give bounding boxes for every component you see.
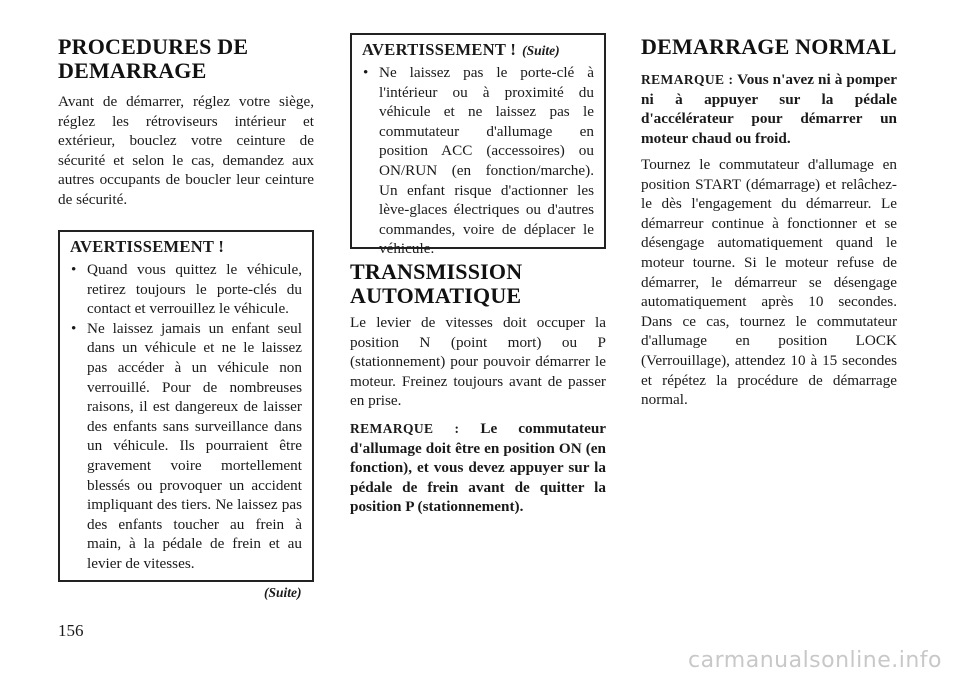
intro-paragraph: Avant de démarrer, réglez votre siège, réglez les rétroviseurs intérieur et extérieur, bouclez votre ceinture de sécurité et selon le cas, demandez aux autres occupants de boucler leur ceinture de sécurité. xyxy=(58,93,314,208)
section-heading-demarrage-normal: DEMARRAGE NORMAL xyxy=(641,34,897,59)
remark-paragraph: REMARQUE : Vous n'avez ni à pomper ni à appuyer sur la pédale d'accélérateur pour démarrer un moteur chaud ou froid. xyxy=(641,71,897,147)
warning-title-continued: AVERTISSEMENT ! (Suite) xyxy=(362,40,560,59)
warning-list xyxy=(70,260,302,574)
page-number: 156 xyxy=(58,621,84,640)
transmission-paragraph: Le levier de vitesses doit occuper la position N (point mort) ou P (stationnement) pour pouvoir démarrer le moteur. Freinez toujours avant de passer en prise. xyxy=(350,314,606,410)
section-heading-transmission: TRANSMISSION AUTOMATIQUE xyxy=(350,259,523,308)
warning-list xyxy=(362,63,594,259)
continued-note: (Suite) xyxy=(522,43,560,58)
warning-box-1 xyxy=(58,230,314,582)
section-heading-demarrage: PROCEDURES DE DEMARRAGE xyxy=(58,34,249,83)
warning-box-2 xyxy=(350,33,606,258)
warning-item: • Quand vous quittez le véhicule, retirez toujours le porte-clés du contact et verrouillez le véhicule. xyxy=(71,261,302,318)
remark-paragraph: REMARQUE : Le commutateur d'allumage doit être en position ON (en fonction), et vous devez appuyer sur la pédale de frein avant de quitter la position P (stationnement). xyxy=(350,420,607,516)
watermark-logo: carmanualsonline.info xyxy=(688,648,942,673)
warning-title: AVERTISSEMENT ! xyxy=(70,237,225,256)
warning-item: • Ne laissez pas le porte-clé à l'intérieur ou à proximité du véhicule et ne laissez pas le commutateur d'allumage en position ACC (accessoires) ou ON/RUN (en fonction/marche). Un enfant risque d'actionner les lève-glaces électriques ou d'autres commandes, voire de déplacer le véhicule. xyxy=(363,64,594,258)
warning-item: • Ne laissez jamais un enfant seul dans un véhicule et ne le laissez pas accéder à un véhicule non verrouillé. Pour de nombreuses raisons, il est dangereux de laisser des enfants sans surveillance dans un véhicule. Ils pourraient être gravement voire mortellement blessés ou provoquer un accident impliquant des tiers. Ne laissez pas des enfants toucher au frein à main, à la pédale de frein et au levier de vitesses. xyxy=(71,319,302,572)
continued-note: (Suite) xyxy=(264,585,302,600)
demarrage-paragraph: Tournez le commutateur d'allumage en position START (démarrage) et relâchez-le dès l'engagement du démarreur. Le démarreur continue à fonctionner et se désengage automatiquement quand le moteur tourne. Si le moteur refuse de démarrer, le démarreur se désengage automatiquement après 10 secondes. Dans ce cas, tournez le commutateur d'allumage en position LOCK (Verrouillage), attendez 10 à 15 secondes et répétez la procédure de démarrage normal. xyxy=(641,156,897,409)
